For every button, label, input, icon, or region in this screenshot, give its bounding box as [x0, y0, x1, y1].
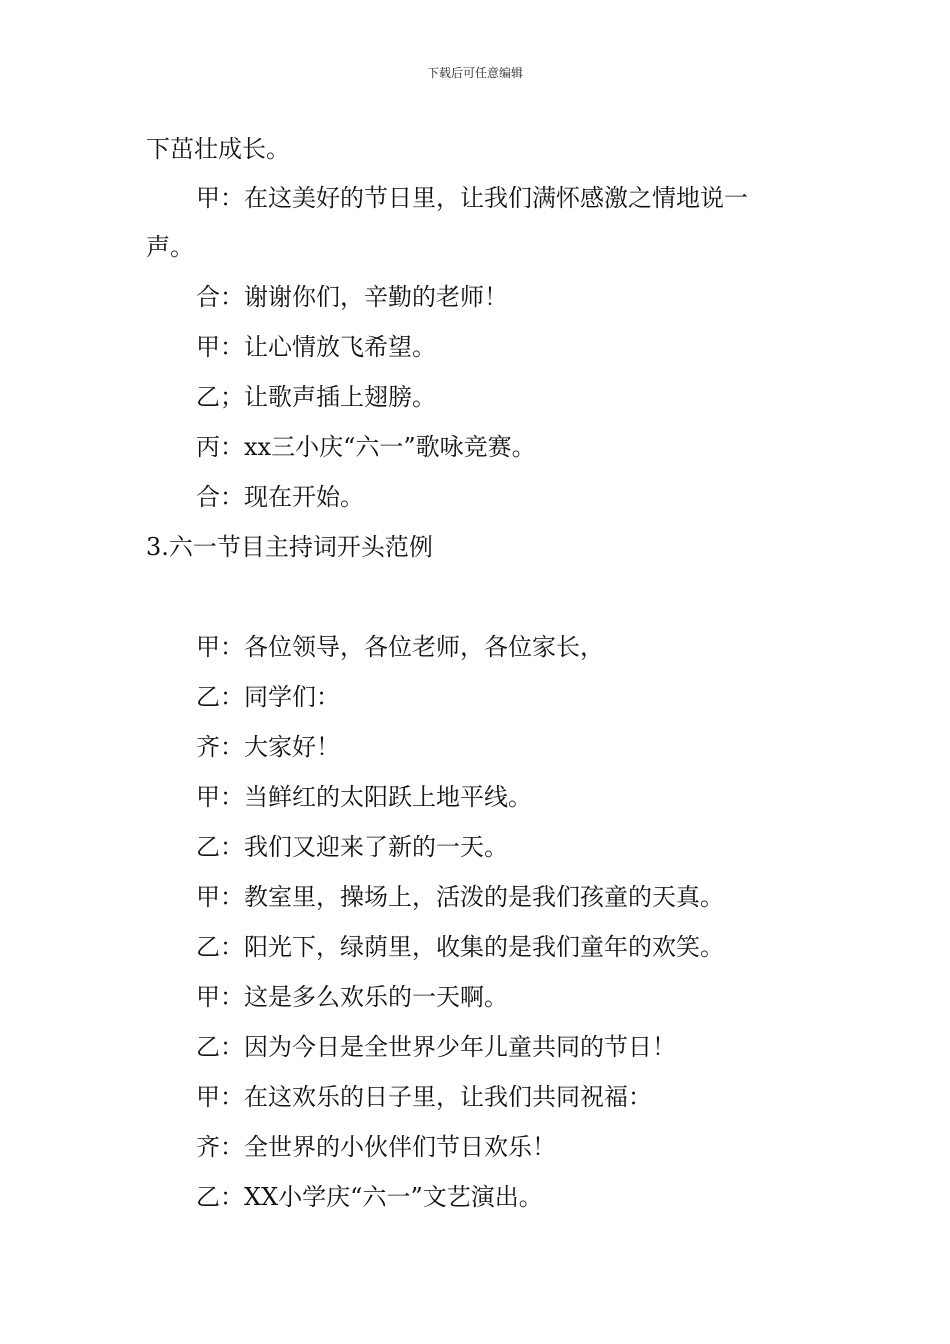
text-line: 合：现在开始。 [196, 483, 364, 511]
text-line: 甲：当鲜红的太阳跃上地平线。 [196, 783, 532, 811]
text-line: 声。 [146, 233, 194, 261]
text-line: 甲：让心情放飞希望。 [196, 333, 436, 361]
text-line: 乙：同学们： [196, 683, 340, 711]
text-line: 合：谢谢你们，辛勤的老师！ [196, 283, 508, 311]
page-header: 下载后可任意编辑 [426, 66, 523, 80]
text-line: 甲：在这美好的节日里，让我们满怀感激之情地说一 [196, 184, 748, 212]
text-line: 乙：阳光下，绿荫里，收集的是我们童年的欢笑。 [196, 933, 724, 961]
text-line: 齐：全世界的小伙伴们节日欢乐！ [196, 1133, 556, 1161]
text-line: 丙：xx三小庆“六一”歌咏竞赛。 [196, 433, 536, 461]
text-line: 甲：这是多么欢乐的一天啊。 [196, 983, 508, 1011]
text-line: 乙：因为今日是全世界少年儿童共同的节日！ [196, 1033, 676, 1061]
text-line: 乙：XX小学庆“六一”文艺演出。 [196, 1183, 543, 1211]
text-line: 齐：大家好！ [196, 733, 340, 761]
text-line: 甲：在这欢乐的日子里，让我们共同祝福： [196, 1083, 652, 1111]
text-line: 乙：我们又迎来了新的一天。 [196, 833, 508, 861]
text-line: 甲：各位领导，各位老师，各位家长， [196, 633, 604, 661]
text-line: 甲：教室里，操场上，活泼的是我们孩童的天真。 [196, 883, 724, 911]
section-heading: 3.六一节目主持词开头范例 [146, 533, 433, 561]
text-line: 下茁壮成长。 [146, 135, 290, 163]
text-line: 乙；让歌声插上翅膀。 [196, 383, 436, 411]
